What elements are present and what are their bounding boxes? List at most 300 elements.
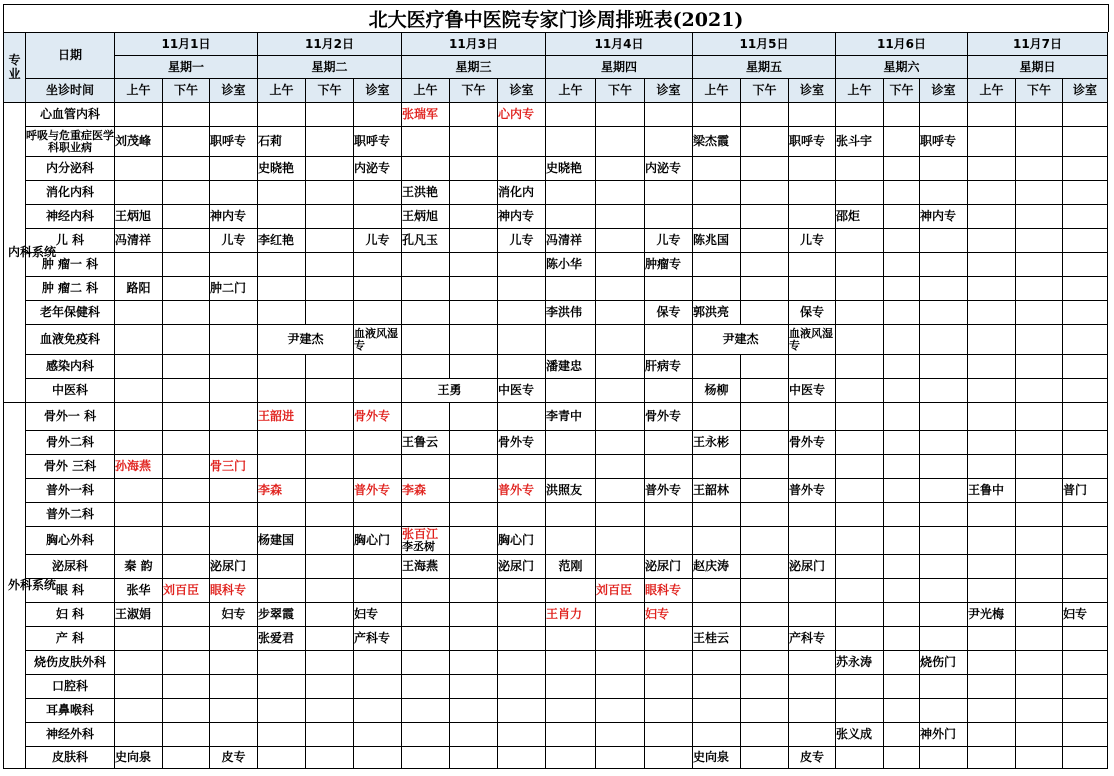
schedule-cell-pm — [884, 379, 920, 403]
schedule-row — [4, 403, 1108, 431]
schedule-cell-pm — [884, 229, 920, 253]
schedule-cell-pm — [450, 527, 498, 555]
schedule-cell-am — [115, 527, 163, 555]
schedule-cell-pm — [596, 157, 645, 181]
schedule-cell-am — [546, 103, 596, 127]
system-group-text: 外科系统 — [8, 578, 57, 593]
schedule-cell-room — [498, 603, 546, 627]
schedule-cell-room — [920, 325, 968, 355]
schedule-cell-pm — [1016, 603, 1063, 627]
clinic-room-cell: 肿二门 — [210, 277, 258, 301]
schedule-cell-pm — [596, 651, 645, 675]
schedule-cell-room — [210, 651, 258, 675]
doctor-cell: 尹光梅 — [968, 603, 1016, 627]
schedule-cell-room — [645, 527, 693, 555]
schedule-cell-am — [693, 157, 741, 181]
clinic-room-cell: 保专 — [789, 301, 836, 325]
schedule-cell-room — [645, 651, 693, 675]
schedule-cell-pm — [1016, 403, 1063, 431]
schedule-cell-am — [402, 579, 450, 603]
schedule-cell-pm — [596, 627, 645, 651]
schedule-cell-pm — [163, 181, 210, 205]
department-name: 泌尿科 — [26, 555, 115, 579]
schedule-cell-room — [354, 253, 402, 277]
clinic-room-cell: 普外专 — [789, 479, 836, 503]
department-name: 消化内科 — [26, 181, 115, 205]
schedule-cell-am — [836, 403, 884, 431]
schedule-cell-room — [920, 253, 968, 277]
schedule-cell-am — [402, 301, 450, 325]
doctor-cell: 孔凡玉 — [402, 229, 450, 253]
date-header: 日期 — [26, 33, 115, 79]
doctor-cell: 洪照友 — [546, 479, 596, 503]
schedule-cell-am — [258, 253, 306, 277]
schedule-cell-pm — [450, 253, 498, 277]
schedule-cell-pm — [163, 229, 210, 253]
schedule-row — [4, 555, 1108, 579]
clinic-room-cell: 普门 — [1063, 479, 1108, 503]
clinic-room-cell: 泌尿门 — [645, 555, 693, 579]
schedule-cell-room — [354, 277, 402, 301]
clinic-room-cell: 职呼专 — [210, 127, 258, 157]
schedule-cell-room — [645, 325, 693, 355]
schedule-cell-am — [693, 403, 741, 431]
day-weekday-header: 星期三 — [402, 56, 546, 79]
schedule-cell-room — [498, 747, 546, 769]
schedule-cell-pm — [306, 181, 354, 205]
schedule-cell-room — [498, 325, 546, 355]
clinic-room-cell: 普外专 — [498, 479, 546, 503]
schedule-cell-pm — [163, 431, 210, 455]
schedule-cell-pm — [741, 503, 789, 527]
schedule-cell-room — [210, 403, 258, 431]
slot-header-am: 上午 — [693, 79, 741, 103]
schedule-cell-room — [210, 181, 258, 205]
clinic-room-cell: 产科专 — [789, 627, 836, 651]
schedule-cell-room — [920, 455, 968, 479]
schedule-cell-pm — [306, 699, 354, 723]
schedule-cell-am — [693, 527, 741, 555]
department-name: 感染内科 — [26, 355, 115, 379]
schedule-cell-room — [210, 723, 258, 747]
schedule-cell-pm — [450, 555, 498, 579]
schedule-cell-am — [968, 431, 1016, 455]
schedule-cell-am — [402, 603, 450, 627]
schedule-cell-room — [1063, 301, 1108, 325]
schedule-cell-room — [920, 229, 968, 253]
schedule-cell-pm — [1016, 627, 1063, 651]
system-group-label — [4, 403, 57, 769]
schedule-cell-pm — [741, 181, 789, 205]
schedule-cell-am — [115, 503, 163, 527]
schedule-cell-room — [354, 651, 402, 675]
schedule-cell-am — [968, 627, 1016, 651]
schedule-cell-pm — [596, 205, 645, 229]
schedule-cell-pm — [450, 157, 498, 181]
schedule-cell-pm — [1016, 455, 1063, 479]
schedule-cell-pm — [884, 301, 920, 325]
schedule-cell-pm — [1016, 355, 1063, 379]
schedule-cell-am — [115, 157, 163, 181]
schedule-cell-room — [354, 699, 402, 723]
schedule-cell-am — [968, 301, 1016, 325]
schedule-cell-pm — [596, 699, 645, 723]
clinic-room-cell: 泌尿门 — [498, 555, 546, 579]
schedule-row — [4, 103, 1108, 127]
schedule-cell-pm — [596, 103, 645, 127]
schedule-cell-room — [354, 205, 402, 229]
schedule-cell-room — [789, 455, 836, 479]
doctor-cell: 刘百臣 — [163, 579, 210, 603]
clinic-room-cell: 中医专 — [789, 379, 836, 403]
schedule-cell-am — [836, 675, 884, 699]
schedule-row — [4, 699, 1108, 723]
schedule-cell-room — [210, 103, 258, 127]
schedule-cell-room — [920, 379, 968, 403]
slot-header-room: 诊室 — [498, 79, 546, 103]
schedule-cell-pm — [1016, 253, 1063, 277]
schedule-cell-room — [789, 723, 836, 747]
clinic-room-cell: 骨外专 — [354, 403, 402, 431]
schedule-cell-am — [258, 431, 306, 455]
schedule-cell-pm — [741, 747, 789, 769]
schedule-cell-pm — [1016, 229, 1063, 253]
schedule-cell-room — [210, 479, 258, 503]
schedule-cell-room — [1063, 503, 1108, 527]
schedule-cell-room — [920, 301, 968, 325]
schedule-cell-pm — [596, 675, 645, 699]
clinic-room-cell: 泌尿门 — [210, 555, 258, 579]
schedule-cell-pm — [596, 325, 645, 355]
schedule-cell-room — [354, 579, 402, 603]
doctor-cell: 尹建杰 — [693, 325, 789, 355]
schedule-row — [4, 301, 1108, 325]
schedule-cell-am — [836, 157, 884, 181]
schedule-cell-am — [115, 479, 163, 503]
schedule-cell-room — [789, 699, 836, 723]
day-date-header: 11月7日 — [968, 33, 1108, 56]
schedule-cell-room — [210, 301, 258, 325]
doctor-cell: 石莉 — [258, 127, 306, 157]
schedule-cell-am — [402, 699, 450, 723]
slot-header-room: 诊室 — [210, 79, 258, 103]
clinic-room-cell: 泌尿门 — [789, 555, 836, 579]
schedule-cell-pm — [596, 455, 645, 479]
doctor-cell: 秦 韵 — [115, 555, 163, 579]
schedule-cell-room — [354, 675, 402, 699]
schedule-cell-pm — [163, 205, 210, 229]
schedule-cell-pm — [884, 403, 920, 431]
schedule-cell-pm — [306, 603, 354, 627]
schedule-cell-pm — [884, 325, 920, 355]
schedule-cell-am — [836, 527, 884, 555]
schedule-cell-am — [402, 455, 450, 479]
schedule-cell-am — [968, 205, 1016, 229]
schedule-cell-room — [354, 555, 402, 579]
schedule-cell-room — [1063, 431, 1108, 455]
schedule-cell-pm — [450, 503, 498, 527]
schedule-cell-am — [115, 651, 163, 675]
schedule-cell-room — [645, 379, 693, 403]
schedule-cell-pm — [450, 603, 498, 627]
slot-header-pm: 下午 — [306, 79, 354, 103]
day-date-header: 11月1日 — [115, 33, 258, 56]
schedule-cell-room — [210, 325, 258, 355]
schedule-cell-room — [789, 103, 836, 127]
clinic-room-cell: 儿专 — [789, 229, 836, 253]
doctor-cell: 李红艳 — [258, 229, 306, 253]
doctor-name: 张百江 — [402, 527, 439, 542]
slot-header-room: 诊室 — [920, 79, 968, 103]
schedule-cell-am — [402, 747, 450, 769]
schedule-cell-pm — [306, 579, 354, 603]
schedule-cell-am — [968, 503, 1016, 527]
schedule-cell-pm — [1016, 181, 1063, 205]
schedule-cell-am — [836, 301, 884, 325]
schedule-cell-room — [789, 205, 836, 229]
schedule-cell-am — [258, 675, 306, 699]
slot-header-room: 诊室 — [354, 79, 402, 103]
schedule-cell-am — [968, 127, 1016, 157]
doctor-cell: 李森 — [402, 479, 450, 503]
schedule-cell-pm — [884, 431, 920, 455]
schedule-cell-pm — [163, 379, 210, 403]
schedule-cell-am — [836, 277, 884, 301]
schedule-cell-pm — [741, 127, 789, 157]
doctor-name-secondary: 李丞树 — [402, 540, 435, 554]
schedule-cell-pm — [306, 103, 354, 127]
slot-header-pm: 下午 — [1016, 79, 1063, 103]
schedule-cell-pm — [884, 627, 920, 651]
schedule-cell-am — [258, 181, 306, 205]
schedule-cell-pm — [884, 205, 920, 229]
schedule-cell-am — [115, 699, 163, 723]
schedule-cell-am — [546, 627, 596, 651]
specialty-header — [4, 33, 26, 103]
schedule-row — [4, 181, 1108, 205]
schedule-cell-am — [968, 723, 1016, 747]
schedule-cell-room — [789, 181, 836, 205]
schedule-cell-pm — [596, 747, 645, 769]
schedule-cell-am — [836, 479, 884, 503]
schedule-cell-pm — [1016, 127, 1063, 157]
schedule-cell-room — [210, 503, 258, 527]
clinic-room-cell: 中医专 — [498, 379, 546, 403]
schedule-cell-am — [968, 555, 1016, 579]
schedule-cell-pm — [741, 479, 789, 503]
schedule-cell-am — [836, 579, 884, 603]
schedule-cell-pm — [306, 253, 354, 277]
schedule-cell-room — [1063, 253, 1108, 277]
schedule-cell-room — [1063, 555, 1108, 579]
schedule-cell-am — [258, 455, 306, 479]
schedule-cell-pm — [1016, 379, 1063, 403]
schedule-cell-room — [645, 205, 693, 229]
schedule-cell-am — [115, 103, 163, 127]
schedule-cell-pm — [596, 527, 645, 555]
schedule-cell-room — [210, 431, 258, 455]
schedule-cell-am — [115, 253, 163, 277]
schedule-cell-pm — [450, 205, 498, 229]
schedule-cell-pm — [306, 627, 354, 651]
schedule-cell-am — [836, 103, 884, 127]
system-group-label — [4, 103, 57, 403]
clinic-room-cell: 保专 — [645, 301, 693, 325]
doctor-cell: 王韶林 — [693, 479, 741, 503]
schedule-cell-am — [836, 455, 884, 479]
schedule-cell-pm — [884, 253, 920, 277]
schedule-cell-pm — [450, 675, 498, 699]
schedule-cell-room — [920, 747, 968, 769]
schedule-cell-room — [920, 603, 968, 627]
clinic-room-cell: 烧伤门 — [920, 651, 968, 675]
schedule-cell-room — [354, 379, 402, 403]
schedule-cell-pm — [163, 699, 210, 723]
schedule-cell-am — [546, 723, 596, 747]
schedule-cell-pm — [884, 555, 920, 579]
clinic-room-cell: 骨三门 — [210, 455, 258, 479]
schedule-cell-room — [210, 675, 258, 699]
doctor-cell: 史向泉 — [693, 747, 741, 769]
schedule-cell-am — [968, 747, 1016, 769]
doctor-cell: 梁杰霞 — [693, 127, 741, 157]
schedule-cell-pm — [596, 229, 645, 253]
schedule-cell-pm — [741, 699, 789, 723]
schedule-cell-room — [920, 627, 968, 651]
schedule-cell-room — [1063, 675, 1108, 699]
department-name: 产 科 — [26, 627, 115, 651]
schedule-cell-pm — [163, 301, 210, 325]
schedule-cell-pm — [884, 723, 920, 747]
schedule-cell-room — [498, 723, 546, 747]
schedule-cell-pm — [1016, 699, 1063, 723]
day-weekday-header: 星期一 — [115, 56, 258, 79]
schedule-cell-pm — [1016, 651, 1063, 675]
schedule-row — [4, 503, 1108, 527]
schedule-cell-room — [498, 253, 546, 277]
department-name: 儿 科 — [26, 229, 115, 253]
schedule-row — [4, 455, 1108, 479]
clinic-room-cell: 职呼专 — [354, 127, 402, 157]
schedule-cell-room — [1063, 277, 1108, 301]
clinic-room-cell: 妇专 — [1063, 603, 1108, 627]
schedule-cell-pm — [596, 503, 645, 527]
schedule-cell-am — [546, 579, 596, 603]
doctor-cell: 张爱君 — [258, 627, 306, 651]
schedule-cell-pm — [306, 277, 354, 301]
schedule-row — [4, 627, 1108, 651]
schedule-cell-am — [968, 181, 1016, 205]
schedule-cell-pm — [163, 555, 210, 579]
schedule-cell-am — [693, 181, 741, 205]
schedule-cell-room — [210, 379, 258, 403]
schedule-cell-room — [920, 527, 968, 555]
schedule-cell-pm — [1016, 503, 1063, 527]
schedule-cell-pm — [741, 675, 789, 699]
schedule-cell-pm — [741, 205, 789, 229]
schedule-cell-am — [836, 431, 884, 455]
doctor-cell: 冯清祥 — [115, 229, 163, 253]
schedule-cell-am — [968, 277, 1016, 301]
schedule-cell-pm — [1016, 431, 1063, 455]
schedule-cell-room — [645, 627, 693, 651]
schedule-cell-am — [693, 355, 741, 379]
doctor-cell: 王洪艳 — [402, 181, 450, 205]
sheet-title: 北大医疗鲁中医院专家门诊周排班表(2021) — [3, 4, 1109, 32]
doctor-cell: 王肖力 — [546, 603, 596, 627]
schedule-cell-pm — [163, 403, 210, 431]
doctor-cell: 王炳旭 — [402, 205, 450, 229]
schedule-cell-am — [546, 747, 596, 769]
schedule-cell-pm — [1016, 205, 1063, 229]
schedule-cell-pm — [884, 455, 920, 479]
schedule-cell-room — [1063, 579, 1108, 603]
schedule-cell-am — [693, 253, 741, 277]
schedule-cell-am — [546, 431, 596, 455]
schedule-cell-pm — [596, 277, 645, 301]
schedule-cell-pm — [884, 527, 920, 555]
slot-header-room: 诊室 — [645, 79, 693, 103]
schedule-cell-pm — [884, 579, 920, 603]
schedule-row — [4, 603, 1108, 627]
schedule-cell-am — [968, 157, 1016, 181]
schedule-cell-pm — [163, 127, 210, 157]
clinic-room-cell: 儿专 — [498, 229, 546, 253]
schedule-row — [4, 127, 1108, 157]
schedule-cell-am — [968, 403, 1016, 431]
doctor-cell: 刘茂峰 — [115, 127, 163, 157]
schedule-cell-pm — [741, 579, 789, 603]
schedule-cell-room — [1063, 403, 1108, 431]
schedule-cell-room — [920, 103, 968, 127]
schedule-cell-am — [968, 675, 1016, 699]
clinic-room-cell: 胸心门 — [354, 527, 402, 555]
schedule-cell-am — [546, 503, 596, 527]
schedule-cell-room — [645, 181, 693, 205]
schedule-cell-room — [498, 403, 546, 431]
clinic-room-cell: 内泌专 — [645, 157, 693, 181]
schedule-cell-pm — [1016, 479, 1063, 503]
schedule-cell-room — [210, 157, 258, 181]
schedule-cell-pm — [741, 277, 789, 301]
schedule-cell-pm — [1016, 675, 1063, 699]
clinic-room-cell: 妇专 — [645, 603, 693, 627]
schedule-cell-am — [693, 675, 741, 699]
schedule-cell-pm — [884, 699, 920, 723]
schedule-cell-room — [210, 527, 258, 555]
schedule-row — [4, 277, 1108, 301]
slot-header-room: 诊室 — [789, 79, 836, 103]
schedule-cell-pm — [306, 431, 354, 455]
schedule-cell-room — [920, 555, 968, 579]
schedule-cell-am — [693, 651, 741, 675]
doctor-cell: 史向泉 — [115, 747, 163, 769]
slot-header-am: 上午 — [115, 79, 163, 103]
schedule-cell-am — [836, 253, 884, 277]
schedule-cell-am — [836, 699, 884, 723]
clinic-room-cell: 内泌专 — [354, 157, 402, 181]
slot-header-am: 上午 — [402, 79, 450, 103]
schedule-cell-am — [546, 277, 596, 301]
schedule-cell-am — [258, 103, 306, 127]
schedule-cell-pm — [596, 603, 645, 627]
clinic-room-cell: 眼科专 — [645, 579, 693, 603]
schedule-cell-am — [258, 699, 306, 723]
schedule-cell-room — [498, 277, 546, 301]
day-date-header: 11月2日 — [258, 33, 402, 56]
schedule-cell-room — [920, 431, 968, 455]
schedule-cell-room — [1063, 527, 1108, 555]
